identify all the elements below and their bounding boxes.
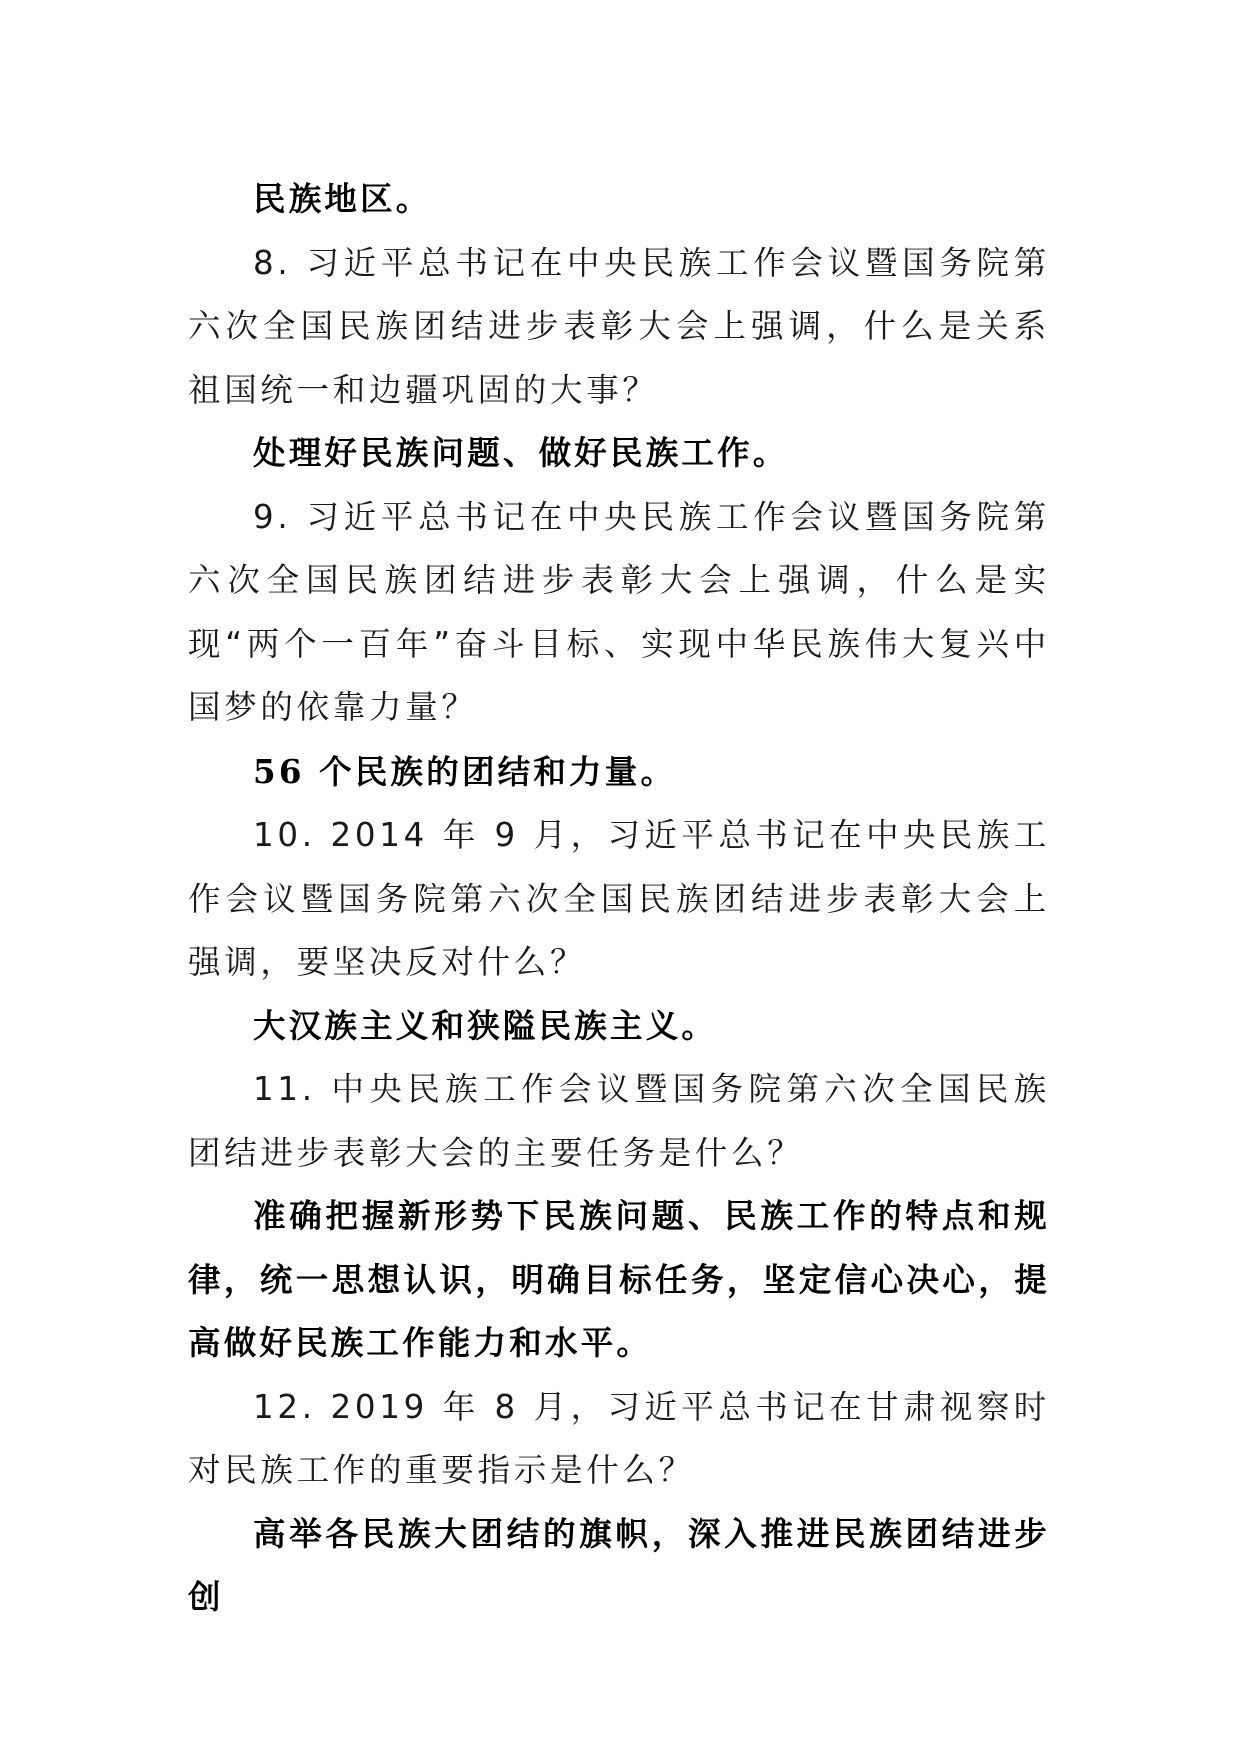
answer-10-paragraph: 大汉族主义和狭隘民族主义。	[253, 1006, 718, 1045]
question-9-paragraph: 9. 习近平总书记在中央民族工作会议暨国务院第六次全国民族团结进步表彰大会上强调，什么是实现“两个一百年”奋斗目标、实现中华民族伟大复兴中国梦的依靠力量？	[188, 497, 1050, 726]
question-12-paragraph: 12. 2019 年 8 月，习近平总书记在甘肃视察时对民族工作的重要指示是什么？	[188, 1387, 1050, 1489]
question-11-paragraph: 11. 中央民族工作会议暨国务院第六次全国民族团结进步表彰大会的主要任务是什么？	[188, 1070, 1050, 1172]
answer-9-paragraph	[188, 740, 1050, 805]
question-8-paragraph: 8. 习近平总书记在中央民族工作会议暨国务院第六次全国民族团结进步表彰大会上强调，什么是关系祖国统一和边疆巩固的大事？	[188, 243, 1050, 409]
answer-8-paragraph: 处理好民族问题、做好民族工作。	[253, 434, 789, 472]
answer-12-paragraph: 高举各民族大团结的旗帜，深入推进民族团结进步创	[188, 1514, 1050, 1616]
answer-paragraph: 民族地区。	[253, 180, 432, 218]
answer-9-number: 56	[253, 751, 305, 791]
question-10-paragraph: 10. 2014 年 9 月，习近平总书记在中央民族工作会议暨国务院第六次全国民族团结进步表彰大会上强调，要坚决反对什么？	[188, 816, 1050, 981]
answer-9-text: 个民族的团结和力量。	[319, 752, 677, 791]
answer-11-paragraph: 准确把握新形势下民族问题、民族工作的特点和规律，统一思想认识，明确目标任务，坚定信心决心，提高做好民族工作能力和水平。	[188, 1197, 1050, 1362]
document-body	[188, 168, 1050, 1630]
